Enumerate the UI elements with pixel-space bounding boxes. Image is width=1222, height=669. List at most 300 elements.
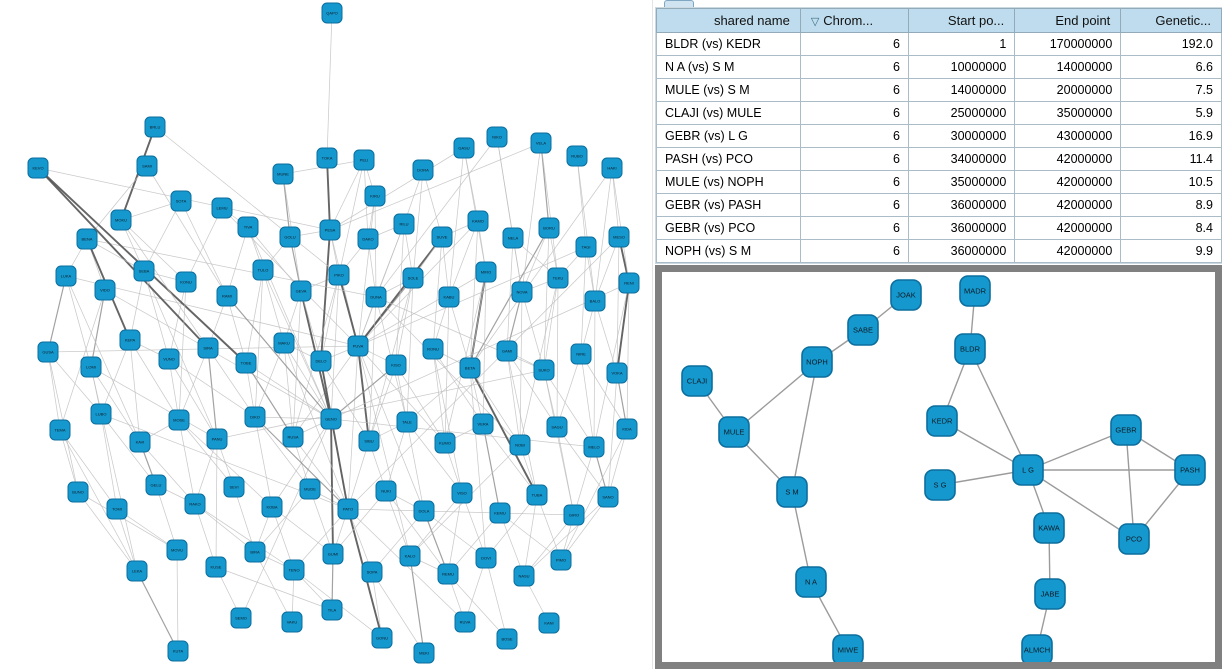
network-edge [595,301,617,373]
node-label: BIRA [250,549,260,555]
network-node[interactable] [848,315,878,345]
network-node[interactable] [476,262,496,282]
table-cell[interactable]: 14000000 [1015,56,1121,79]
node-label: KALO [404,553,416,559]
table-cell[interactable]: 6 [800,217,908,240]
network-node[interactable] [134,261,154,281]
network-edge [331,419,333,554]
network-node[interactable] [320,220,340,240]
network-edge [541,143,549,228]
node-label: TILA [327,607,337,613]
network-node[interactable] [77,229,97,249]
node-label: TULO [257,267,269,273]
node-label: SOPA [366,569,378,575]
network-edge [627,283,629,429]
network-node[interactable] [1035,579,1065,609]
network-node[interactable] [111,210,131,230]
table-row[interactable] [657,240,1222,263]
node-label: ALMCH [1023,645,1051,655]
table-cell[interactable]: 8.9 [1121,194,1222,217]
network-node[interactable] [584,437,604,457]
node-label: KAVI [135,439,145,445]
network-node[interactable] [551,550,571,570]
network-node[interactable] [81,357,101,377]
network-node[interactable] [273,164,293,184]
table-cell[interactable]: 10000000 [908,56,1014,79]
network-node[interactable] [274,333,294,353]
network-node[interactable] [91,404,111,424]
network-node[interactable] [400,546,420,566]
column-header-0[interactable] [657,9,801,33]
network-node[interactable] [423,339,443,359]
node-label: TOMI [112,506,122,512]
network-node[interactable] [403,268,423,288]
network-edge [970,349,1028,470]
network-node[interactable] [598,487,618,507]
network-node[interactable] [207,429,227,449]
network-node[interactable] [231,608,251,628]
table-row[interactable] [657,148,1222,171]
node-label: N A [804,577,818,587]
network-edge [524,495,537,576]
network-node[interactable] [282,612,302,632]
network-node[interactable] [168,641,188,661]
table-cell[interactable]: 11.4 [1121,148,1222,171]
network-node[interactable] [376,481,396,501]
network-node[interactable] [321,409,341,429]
table-cell[interactable]: 42000000 [1015,194,1121,217]
network-edge [327,13,332,158]
node-label: GAMI [501,348,513,354]
network-node[interactable] [497,629,517,649]
table-cell[interactable]: N A (vs) S M [657,56,801,79]
network-node[interactable] [432,227,452,247]
table-cell[interactable]: BLDR (vs) KEDR [657,33,801,56]
table-cell[interactable]: CLAJI (vs) MULE [657,102,801,125]
network-node[interactable] [460,358,480,378]
node-label: PUVA [352,343,364,349]
network-node[interactable] [435,433,455,453]
node-label: MEKI [419,650,429,656]
network-node[interactable] [414,501,434,521]
node-label: VERA [477,421,489,427]
network-node[interactable] [171,191,191,211]
network-node[interactable] [338,499,358,519]
network-edge [483,272,486,424]
network-node[interactable] [960,276,990,306]
table-cell[interactable]: 8.4 [1121,217,1222,240]
network-node[interactable] [510,435,530,455]
network-node[interactable] [397,412,417,432]
column-header-2[interactable] [908,9,1014,33]
table-cell[interactable]: 35000000 [1015,102,1121,125]
network-edge [449,148,464,297]
table-cell[interactable]: 30000000 [908,125,1014,148]
network-node[interactable] [439,287,459,307]
network-node[interactable] [145,117,165,137]
table-row[interactable] [657,125,1222,148]
node-label: VIDO [100,287,110,293]
table-cell[interactable]: GEBR (vs) PCO [657,217,801,240]
network-node[interactable] [454,138,474,158]
table-cell[interactable]: 42000000 [1015,217,1121,240]
network-node[interactable] [386,355,406,375]
table-row[interactable] [657,102,1222,125]
network-edge [449,221,478,297]
network-node[interactable] [280,227,300,247]
table-cell[interactable]: 6 [800,171,908,194]
network-edge [339,275,358,346]
network-node[interactable] [317,148,337,168]
node-label: RAKO [189,501,201,507]
node-label: VOKA [611,370,623,376]
network-node[interactable] [413,160,433,180]
network-node[interactable] [473,414,493,434]
network-node[interactable] [354,150,374,170]
network-node[interactable] [534,360,554,380]
network-node[interactable] [238,217,258,237]
network-node[interactable] [1119,524,1149,554]
network-node[interactable] [1034,513,1064,543]
node-label: SEMO [235,615,247,621]
table-cell[interactable]: 25000000 [908,102,1014,125]
network-edge [483,424,500,513]
detail-panel-border [659,269,1219,666]
table-cell[interactable]: 7.5 [1121,79,1222,102]
node-label: MUDE [304,486,316,492]
network-node[interactable] [245,407,265,427]
network-node[interactable] [365,186,385,206]
node-label: SEBA [138,268,150,274]
table-cell[interactable]: PASH (vs) PCO [657,148,801,171]
network-node[interactable] [609,227,629,247]
network-node[interactable] [602,158,622,178]
network-edge [433,349,445,443]
network-node[interactable] [176,272,196,292]
table-row[interactable] [657,171,1222,194]
network-edge [557,278,558,427]
table-row[interactable] [657,56,1222,79]
network-node[interactable] [468,211,488,231]
table-row[interactable] [657,217,1222,240]
column-header-1[interactable] [800,9,908,33]
column-header-3[interactable] [1015,9,1121,33]
network-node[interactable] [503,228,523,248]
node-label: GEBR [1115,425,1137,435]
network-node[interactable] [130,432,150,452]
node-label: S M [785,487,799,497]
node-label: GUMI [327,551,339,557]
network-node[interactable] [167,540,187,560]
network-node[interactable] [253,260,273,280]
network-node[interactable] [607,363,627,383]
network-node[interactable] [777,477,807,507]
table-cell[interactable]: MULE (vs) S M [657,79,801,102]
network-node[interactable] [323,544,343,564]
network-node[interactable] [891,280,921,310]
network-node[interactable] [300,479,320,499]
edge-attribute-table [656,8,1222,263]
node-label: KUTA [172,648,184,654]
network-node[interactable] [159,349,179,369]
network-edge [91,367,217,439]
table-cell[interactable]: 6 [800,125,908,148]
network-node[interactable] [359,431,379,451]
network-node[interactable] [120,330,140,350]
node-label: MIRO [480,269,492,275]
table-row[interactable] [657,33,1222,56]
table-cell[interactable]: 10.5 [1121,171,1222,194]
node-label: DUNA [370,294,382,300]
network-node[interactable] [169,410,189,430]
node-label: PELI [359,157,369,163]
network-node[interactable] [619,273,639,293]
table-cell[interactable]: 42000000 [1015,148,1121,171]
network-node[interactable] [576,237,596,257]
network-node[interactable] [50,420,70,440]
network-node[interactable] [514,566,534,586]
node-label: LUBO [95,411,107,417]
network-node[interactable] [476,548,496,568]
network-node[interactable] [571,344,591,364]
network-node[interactable] [107,499,127,519]
network-edge [208,348,217,439]
node-label: CLAJI [686,376,708,386]
table-cell[interactable]: 14000000 [908,79,1014,102]
node-label: PCO [1125,534,1143,544]
network-edge [144,271,169,359]
table-cell[interactable]: 43000000 [1015,125,1121,148]
table-cell[interactable]: GEBR (vs) L G [657,125,801,148]
node-label: TUBA [531,492,543,498]
network-node[interactable] [362,562,382,582]
network-node[interactable] [394,214,414,234]
network-node[interactable] [245,542,265,562]
edge-attribute-table-panel [656,8,1222,263]
table-cell[interactable]: 36000000 [908,194,1014,217]
node-label: PIMO [555,557,567,563]
detail-network-canvas[interactable] [655,265,1222,669]
node-label: KEDR [931,416,953,426]
network-node[interactable] [585,291,605,311]
network-node[interactable] [329,265,349,285]
node-label: NOVA [516,289,528,295]
node-label: LUKA [60,273,72,279]
network-node[interactable] [548,268,568,288]
table-cell[interactable]: 6 [800,240,908,263]
table-row[interactable] [657,194,1222,217]
node-label: PIKO [334,272,344,278]
network-node[interactable] [1111,415,1141,445]
node-label: DELO [315,358,327,364]
network-node[interactable] [927,406,957,436]
network-node[interactable] [291,281,311,301]
node-label: DAKO [362,236,374,242]
table-cell[interactable]: 6.6 [1121,56,1222,79]
column-header-label: Chrom... [823,13,874,28]
network-node[interactable] [527,485,547,505]
node-label: RILU [399,221,409,227]
node-label: REMU [442,571,454,577]
table-cell[interactable]: 6 [800,33,908,56]
node-label: TEMA [54,427,66,433]
table-cell[interactable]: 6 [800,79,908,102]
network-node[interactable] [1022,635,1052,665]
network-node[interactable] [224,477,244,497]
network-node[interactable] [127,561,147,581]
network-edge [321,230,330,361]
node-label: VISO [457,490,467,496]
table-cell[interactable]: 42000000 [1015,171,1121,194]
network-node[interactable] [455,612,475,632]
table-cell[interactable]: 170000000 [1015,33,1121,56]
network-node[interactable] [539,218,559,238]
network-node[interactable] [198,338,218,358]
network-node[interactable] [833,635,863,665]
table-header [657,9,1222,33]
network-edge [66,276,91,367]
node-label: NUKI [381,488,391,494]
network-node[interactable] [311,351,331,371]
node-label: DORA [417,167,429,173]
node-label: KOBA [266,504,278,510]
network-node[interactable] [682,366,712,396]
table-cell[interactable]: 9.9 [1121,240,1222,263]
node-label: SOLE [407,275,419,281]
network-node[interactable] [802,347,832,377]
network-node[interactable] [1013,455,1043,485]
node-label: RONU [427,346,439,352]
node-label: KEMU [494,510,506,516]
network-node[interactable] [438,564,458,584]
network-node[interactable] [137,156,157,176]
table-cell[interactable]: 6 [800,102,908,125]
network-edge [137,571,178,651]
node-label: MADR [963,286,987,296]
node-label: KEVO [32,165,44,171]
table-cell[interactable]: 5.9 [1121,102,1222,125]
network-node[interactable] [56,266,76,286]
table-cell[interactable]: GEBR (vs) PASH [657,194,801,217]
node-label: SOTA [175,198,187,204]
table-cell[interactable]: 35000000 [908,171,1014,194]
network-node[interactable] [68,482,88,502]
table-cell[interactable]: 6 [800,148,908,171]
table-tab-fragment[interactable] [664,0,694,8]
node-label: NOPH [806,357,828,367]
network-node[interactable] [925,470,955,500]
node-label: RENI [624,280,634,286]
table-cell[interactable]: 192.0 [1121,33,1222,56]
network-edge [48,276,66,352]
network-node[interactable] [531,133,551,153]
table-cell[interactable]: NOPH (vs) S M [657,240,801,263]
network-node[interactable] [322,600,342,620]
node-label: BETA [464,365,476,371]
node-label: BRLU [149,124,161,130]
network-node[interactable] [547,417,567,437]
table-cell[interactable]: 16.9 [1121,125,1222,148]
filter-funnel-icon[interactable]: ▽ [810,16,820,28]
network-node[interactable] [512,282,532,302]
network-node[interactable] [212,198,232,218]
network-node[interactable] [955,334,985,364]
network-edge [581,354,594,447]
network-node[interactable] [217,286,237,306]
network-node[interactable] [539,613,559,633]
node-label: MIWE [837,645,859,655]
network-node[interactable] [796,567,826,597]
node-label: PESA [324,227,336,233]
network-node[interactable] [206,557,226,577]
node-label: VELA [535,140,547,146]
node-label: TENO [288,567,300,573]
network-node[interactable] [283,427,303,447]
network-edge [348,509,574,515]
network-node[interactable] [719,417,749,447]
table-cell[interactable]: 20000000 [1015,79,1121,102]
table-cell[interactable]: 36000000 [908,240,1014,263]
network-node[interactable] [490,503,510,523]
table-cell[interactable]: 1 [908,33,1014,56]
node-label: JABE [1040,589,1060,599]
network-node[interactable] [322,3,342,23]
detail-network-panel [655,265,1222,669]
network-node[interactable] [358,229,378,249]
network-node[interactable] [366,287,386,307]
table-cell[interactable]: 36000000 [908,217,1014,240]
network-node[interactable] [284,560,304,580]
network-node[interactable] [28,158,48,178]
network-node[interactable] [452,483,472,503]
table-row[interactable] [657,79,1222,102]
network-node[interactable] [185,494,205,514]
node-label: KIDA [622,426,632,432]
table-cell[interactable]: MULE (vs) NOPH [657,171,801,194]
node-label: TAGI [581,244,591,250]
network-edge [327,158,330,230]
table-cell[interactable]: 6 [800,56,908,79]
network-edge [541,143,558,278]
table-cell[interactable]: 42000000 [1015,240,1121,263]
network-node[interactable] [1175,455,1205,485]
network-edge [216,567,332,610]
network-node[interactable] [262,497,282,517]
network-edge [144,201,181,271]
network-node[interactable] [348,336,368,356]
network-node[interactable] [487,127,507,147]
node-label: MOVU [171,547,183,553]
network-node[interactable] [564,505,584,525]
network-node[interactable] [236,353,256,373]
network-edge [177,550,178,651]
column-header-4[interactable] [1121,9,1222,33]
node-label: SEVI [229,484,239,490]
network-node[interactable] [497,341,517,361]
table-cell[interactable]: 6 [800,194,908,217]
node-label: BALO [589,298,601,304]
network-node[interactable] [567,146,587,166]
network-node[interactable] [617,419,637,439]
node-label: TIVA [243,224,253,230]
node-label: KISO [391,362,401,368]
network-node[interactable] [95,280,115,300]
network-node[interactable] [414,643,434,663]
network-node[interactable] [372,628,392,648]
table-cell[interactable]: 34000000 [908,148,1014,171]
network-node[interactable] [38,342,58,362]
network-node[interactable] [146,475,166,495]
